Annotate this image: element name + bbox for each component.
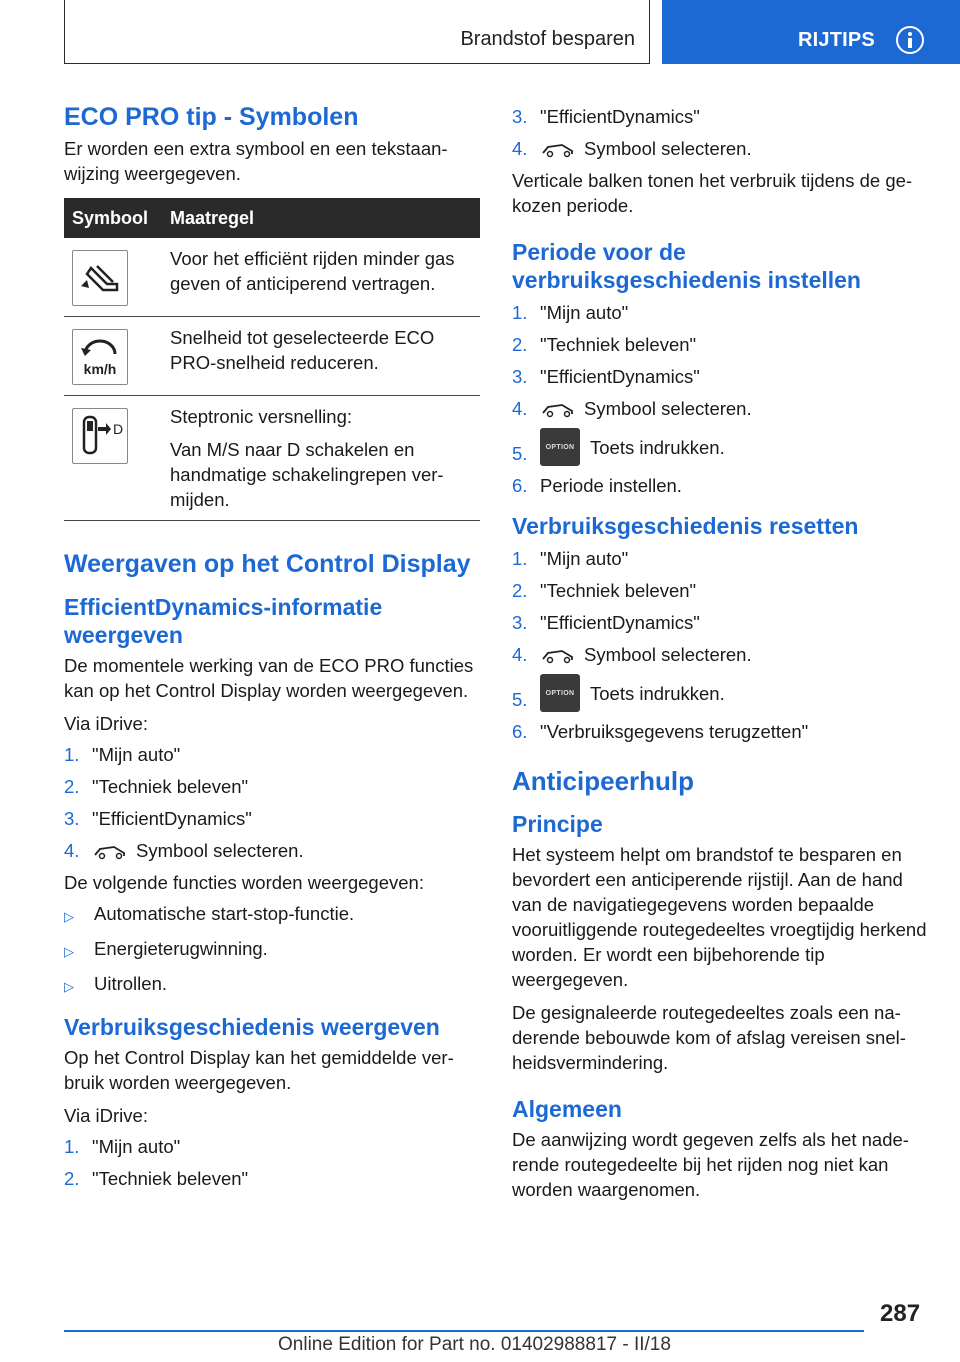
speed-reduce-icon [72, 329, 128, 385]
heading-ed-info: EfficientDynamics-informatie weergeven [64, 594, 383, 648]
page-number: 287 [880, 1300, 921, 1327]
list-item: 2. "Techniek beleven" [64, 1168, 249, 1189]
paragraph-principle: Het systeem helpt om brandstof te besparen en bevordert een anticiperende rijstijl. Aan de hand van de navigatiegegevens worden bepaalde vooruitliggende routegedeeltes vroegtijdig herkend worden. Er wordt een bijbehorende tip weergegeven. [512, 844, 927, 990]
header-chapter-tab [662, 0, 960, 64]
steps-history-cont [512, 104, 932, 161]
chapter-title: RIJTIPS [798, 29, 875, 51]
table-header-measure: Maatregel [162, 198, 480, 238]
car-icon [540, 645, 576, 665]
header-section-box [64, 0, 650, 64]
list-item: 6. Periode instellen. [512, 475, 682, 496]
paragraph-bars: Verticale balken tonen het verbruik tijdens de gekozen periode. [512, 170, 913, 216]
list-item: 1. "Mijn auto" [64, 1136, 181, 1157]
gear-shift-icon [72, 408, 128, 464]
paragraph-functions: De volgende functies worden weergegeven: [64, 872, 424, 893]
list-item: 3. "EfficientDynamics" [512, 106, 700, 127]
heading-period: Periode voor de verbruiksgeschiedenis instellen [512, 239, 861, 293]
triangle-bullet-icon: ▷ [64, 909, 74, 924]
measure-text: Voor het efficiënt rijden minder gas geven of anticiperend vertragen. [162, 238, 480, 317]
list-item: 6. "Verbruiksgegevens terugzetten" [512, 721, 809, 742]
symbol-table [64, 198, 480, 521]
paragraph-general: De aanwijzing wordt gegeven zelfs als het naderende routegedeelte bij het rijden nog niet kan worden waargenomen. [512, 1129, 909, 1200]
measure-text-detail: Van M/S naar D schakelen en handmatige schakelingrepen vermijden. [170, 439, 444, 510]
list-item: 1. "Mijn auto" [512, 548, 629, 569]
car-icon [92, 841, 128, 861]
speed-unit-label: km/h [83, 361, 117, 377]
car-icon [540, 399, 576, 419]
paragraph-principle-2: De gesignaleerde routegedeeltes zoals een naderende bebouwde kom of afslag vereisen snelheidsvermindering. [512, 1002, 906, 1073]
list-item: 4. Symbool selecteren. [512, 138, 752, 159]
steps-reset [512, 546, 932, 744]
steps-history [64, 1134, 480, 1191]
heading-reset: Verbruiksgeschiedenis resetten [512, 513, 859, 539]
list-item: ▷ Energieterugwinning. [64, 936, 480, 964]
heading-history: Verbruiksgeschiedenis weergeven [64, 1014, 440, 1040]
list-item: ▷ Uitrollen. [64, 971, 480, 999]
list-item: 2. "Techniek beleven" [512, 334, 697, 355]
list-item: 5. OPTION Toets indrukken. [512, 674, 932, 712]
via-idrive-label: Via iDrive: [64, 713, 148, 734]
list-item: 2. "Techniek beleven" [512, 580, 697, 601]
footer-divider [64, 1330, 864, 1332]
left-column [64, 102, 480, 1198]
right-column [512, 104, 932, 1202]
section-title: Brandstof besparen [460, 28, 635, 50]
list-item: 2. "Techniek beleven" [64, 776, 249, 797]
list-item: 4. Symbool selecteren. [64, 840, 304, 861]
car-icon [540, 139, 576, 159]
list-item: 4. Symbool selecteren. [512, 398, 752, 419]
list-item: 3. "EfficientDynamics" [512, 366, 700, 387]
list-item: 1. "Mijn auto" [64, 744, 181, 765]
list-item: 5. OPTION Toets indrukken. [512, 428, 932, 466]
table-row [64, 396, 480, 521]
list-item: 1. "Mijn auto" [512, 302, 629, 323]
foot-off-pedal-icon [72, 250, 128, 306]
table-row [64, 238, 480, 317]
heading-general: Algemeen [512, 1096, 622, 1122]
list-item: 4. Symbool selecteren. [512, 644, 752, 665]
steps-period [512, 300, 932, 498]
footer-edition: Online Edition for Part no. 01402988817 - II/18 [278, 1334, 671, 1355]
option-button-icon: OPTION [540, 674, 580, 712]
functions-list [64, 901, 480, 999]
list-item: 3. "EfficientDynamics" [64, 808, 252, 829]
paragraph-history: Op het Control Display kan het gemiddelde verbruik worden weergegeven. [64, 1047, 454, 1093]
table-header-symbol: Symbool [64, 198, 162, 238]
via-idrive-label: Via iDrive: [64, 1105, 148, 1126]
steps-ed-info [64, 742, 480, 863]
paragraph-eco-intro: Er worden een extra symbool en een tekstaanwijzing weergegeven. [64, 138, 448, 184]
heading-principle: Principe [512, 811, 603, 837]
heading-control-display: Weergaven op het Control Display [64, 550, 471, 578]
paragraph-ed-info: De momentele werking van de ECO PRO functies kan op het Control Display worden weergegeven. [64, 655, 474, 701]
measure-text: Steptronic versnelling: [170, 406, 353, 427]
triangle-bullet-icon: ▷ [64, 979, 74, 994]
measure-text: Snelheid tot geselecteerde ECO PRO-snelheid reduceren. [162, 317, 480, 396]
option-button-icon: OPTION [540, 428, 580, 466]
triangle-bullet-icon: ▷ [64, 944, 74, 959]
table-row [64, 317, 480, 396]
gear-d-label: D [112, 421, 124, 437]
heading-eco-pro-tip: ECO PRO tip - Symbolen [64, 103, 359, 131]
heading-anticipation: Anticipeerhulp [512, 766, 695, 796]
list-item: ▷ Automatische start-stop-functie. [64, 901, 480, 929]
list-item: 3. "EfficientDynamics" [512, 612, 700, 633]
info-icon [896, 26, 924, 54]
